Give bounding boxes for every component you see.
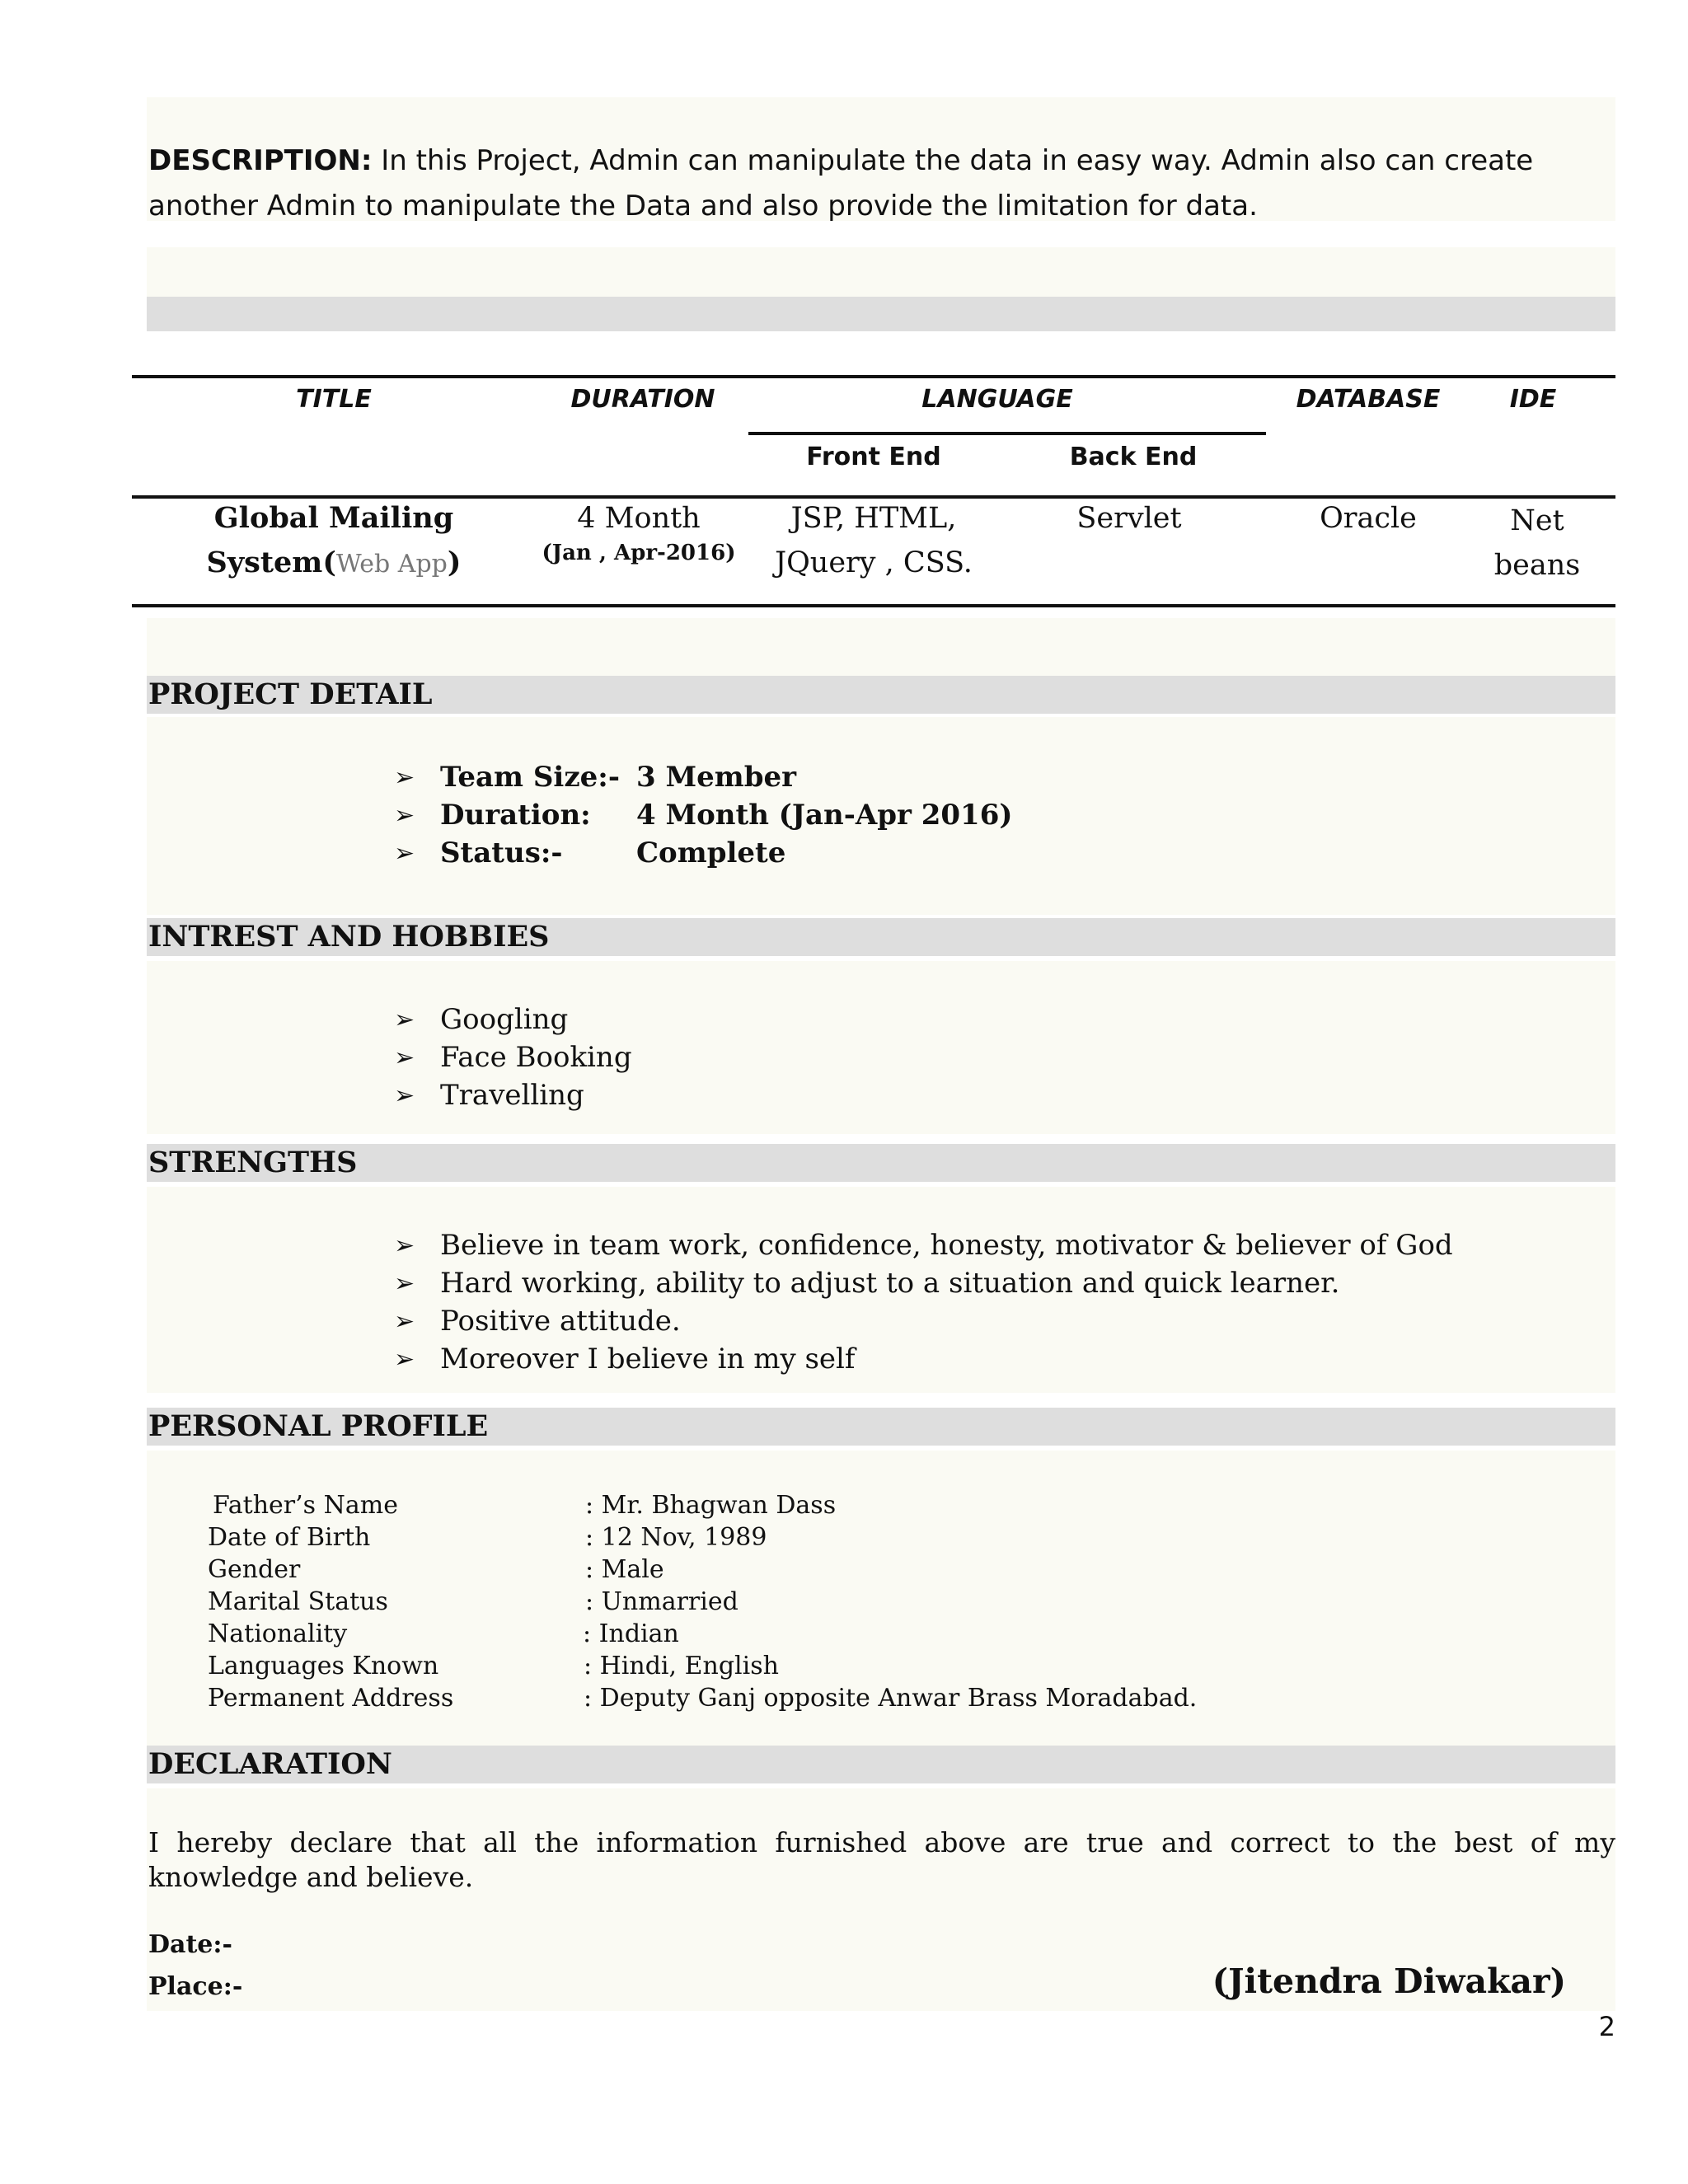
hobbies-list [394, 1001, 632, 1114]
duration-value: 4 Month [577, 502, 701, 535]
cell-front-end [750, 496, 997, 585]
table-top-rule [132, 375, 1615, 378]
arrow-bullet-icon: ➢ [394, 1268, 415, 1298]
front-end-line1: JSP, HTML, [790, 502, 957, 535]
arrow-bullet-icon: ➢ [394, 1080, 415, 1110]
description-label: DESCRIPTION: [148, 144, 373, 177]
list-item: ➢ Moreover I believe in my self [394, 1343, 856, 1376]
place-label: Place:- [148, 1972, 243, 2001]
list-item: ➢ Team Size:- 3 Member [394, 761, 797, 794]
page-number: 2 [1598, 2011, 1615, 2042]
list-item: ➢ Duration: 4 Month (Jan-Apr 2016) [394, 799, 1013, 832]
profile-row: Nationality : Indian [208, 1619, 679, 1648]
cell-title [165, 496, 503, 587]
project-detail-heading: PROJECT DETAIL [148, 677, 433, 711]
title-main: Global Mailing [213, 501, 454, 535]
date-label: Date:- [148, 1930, 232, 1959]
duration-sub: (Jan , Apr-2016) [542, 541, 736, 565]
list-item: ➢ Travelling [394, 1079, 584, 1112]
list-item: ➢ Believe in team work, confidence, honesty, motivator & believer of God [394, 1229, 1453, 1262]
header-back-end: Back End [1069, 443, 1198, 471]
language-underline [748, 432, 1266, 435]
hobbies-heading: INTREST AND HOBBIES [148, 920, 550, 954]
profile-row: Permanent Address : Deputy Ganj opposite Anwar Brass Moradabad. [208, 1684, 1198, 1713]
cell-ide [1484, 499, 1591, 588]
background-band [147, 618, 1615, 676]
personal-profile-heading: PERSONAL PROFILE [148, 1409, 489, 1443]
list-item: ➢ Googling [394, 1003, 569, 1036]
description-text: In this Project, Admin can manipulate the data in easy way. Admin also can create another Admin to manipulate the Data and also provide the limitation for data. [148, 144, 1534, 223]
profile-row: Marital Status : Unmarried [208, 1587, 738, 1616]
front-end-line2: JQuery , CSS. [775, 546, 973, 579]
header-title: TITLE [296, 385, 372, 414]
project-description [148, 138, 1615, 229]
profile-row: Father’s Name : Mr. Bhagwan Dass [213, 1491, 837, 1520]
arrow-bullet-icon: ➢ [394, 1005, 415, 1034]
arrow-bullet-icon: ➢ [394, 762, 415, 792]
header-database: DATABASE [1296, 385, 1441, 414]
strengths-list [394, 1226, 1453, 1378]
signature-name: (Jitendra Diwakar) [1212, 1961, 1566, 2001]
project-detail-list [394, 758, 1012, 872]
arrow-bullet-icon: ➢ [394, 800, 415, 830]
header-ide: IDE [1509, 385, 1557, 414]
profile-row: Gender : Male [208, 1555, 664, 1584]
personal-profile-table [208, 1489, 1197, 1714]
strengths-heading: STRENGTHS [148, 1146, 358, 1179]
profile-row: Languages Known : Hindi, English [208, 1652, 779, 1680]
cell-duration [528, 496, 750, 565]
declaration-heading: DECLARATION [148, 1747, 392, 1781]
ide-line2: beans [1493, 549, 1581, 582]
cell-database: Oracle [1320, 502, 1417, 535]
title-line2: System(Web App) [206, 546, 462, 579]
profile-row: Date of Birth : 12 Nov, 1989 [208, 1523, 767, 1552]
declaration-text: I hereby declare that all the information furnished above are true and correct to the best of my knowledge and believe. [148, 1826, 1615, 1893]
list-item: ➢ Hard working, ability to adjust to a situation and quick learner. [394, 1267, 1340, 1300]
title-sub: Web App [335, 550, 448, 579]
section-divider-bar [147, 297, 1615, 331]
list-item: ➢ Face Booking [394, 1041, 632, 1074]
list-item: ➢ Status:- Complete [394, 837, 786, 869]
heading-bar [147, 1144, 1615, 1182]
arrow-bullet-icon: ➢ [394, 1344, 415, 1374]
ide-line1: Net [1510, 504, 1564, 537]
header-front-end: Front End [806, 443, 941, 471]
background-band [147, 961, 1615, 1134]
header-duration: DURATION [570, 385, 715, 414]
arrow-bullet-icon: ➢ [394, 1230, 415, 1260]
table-bottom-rule [132, 604, 1615, 607]
cell-back-end: Servlet [1076, 502, 1182, 535]
list-item: ➢ Positive attitude. [394, 1305, 681, 1338]
arrow-bullet-icon: ➢ [394, 1043, 415, 1072]
background-band [147, 247, 1615, 297]
header-language: LANGUAGE [921, 385, 1073, 414]
arrow-bullet-icon: ➢ [394, 1306, 415, 1336]
arrow-bullet-icon: ➢ [394, 838, 415, 868]
